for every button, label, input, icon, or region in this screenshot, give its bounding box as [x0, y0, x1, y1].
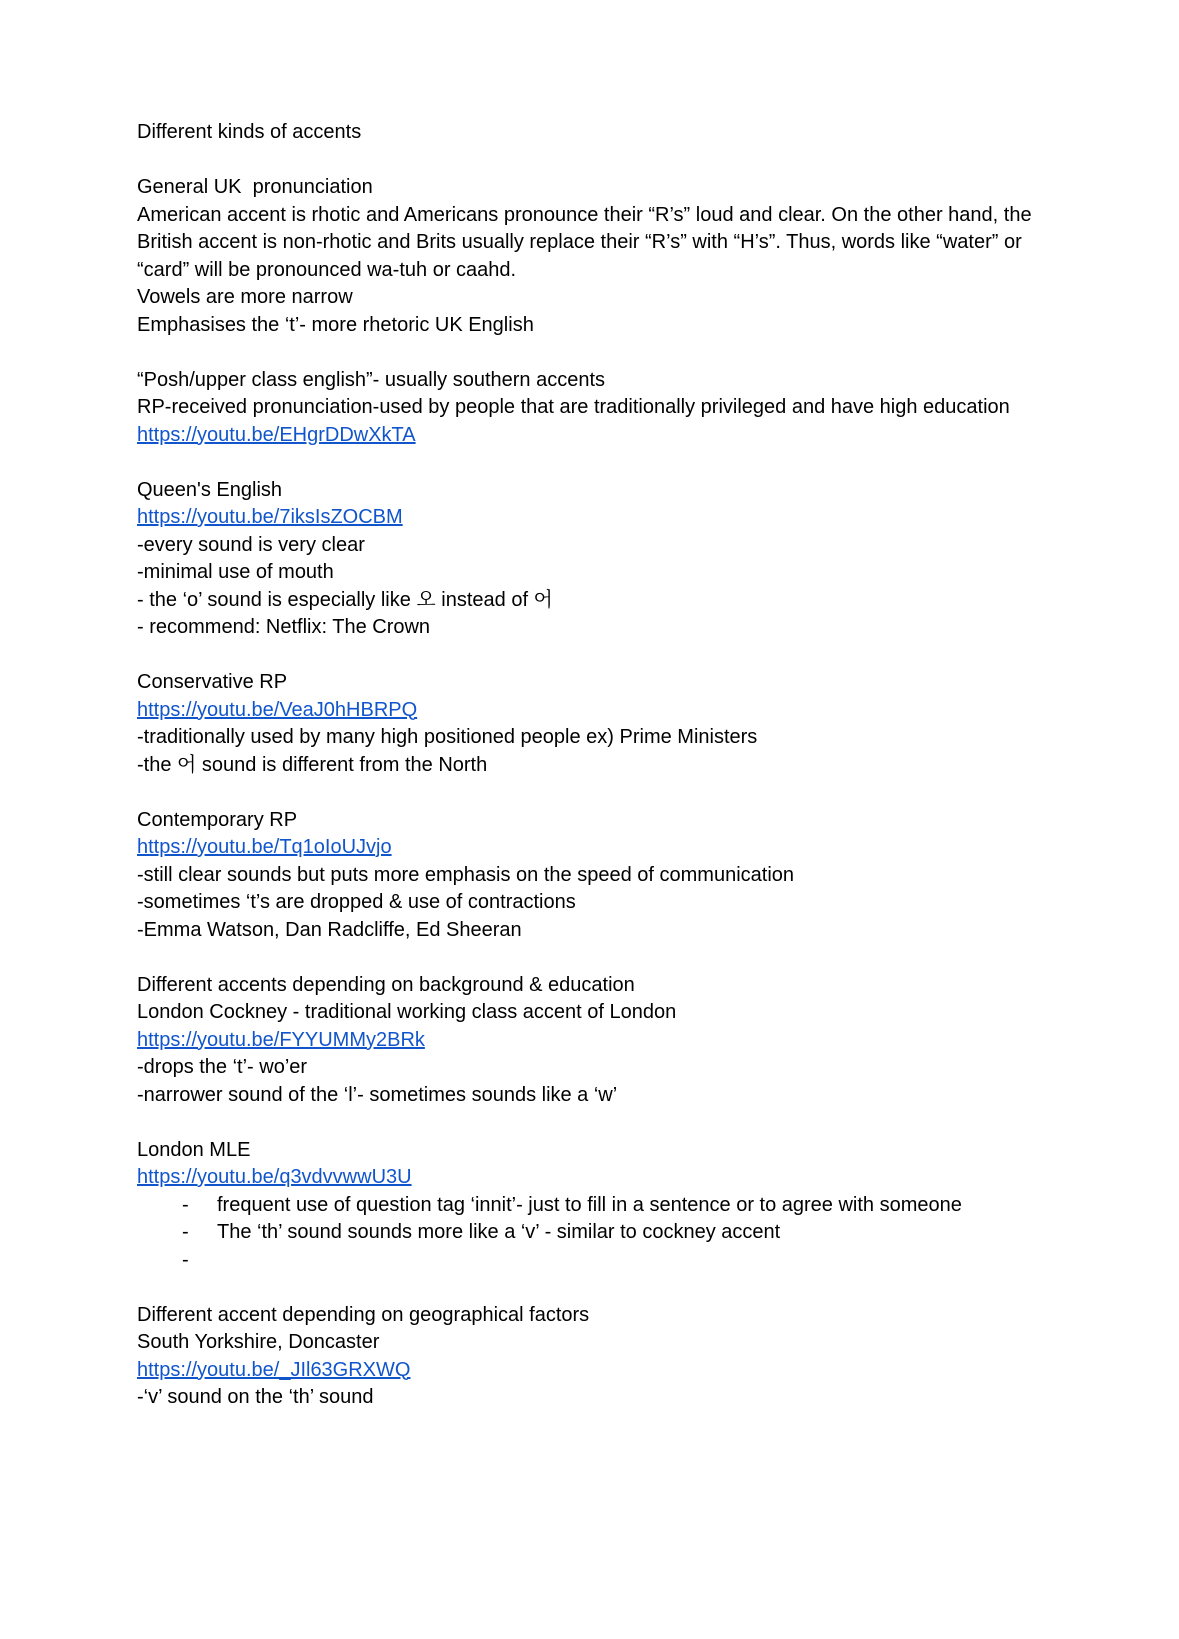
text-line: -‘v’ sound on the ‘th’ sound: [137, 1386, 374, 1408]
blank-line: [137, 1109, 1042, 1137]
blank-line: [137, 147, 1042, 175]
text-line: -Emma Watson, Dan Radcliffe, Ed Sheeran: [137, 918, 522, 941]
bullet-item: [137, 1192, 1042, 1220]
youtube-link[interactable]: https://youtu.be/7iksIsZOCBM: [137, 506, 403, 528]
text-line: -every sound is very clear: [137, 533, 365, 556]
text-line: London MLE: [137, 1138, 251, 1161]
youtube-link[interactable]: https://youtu.be/EHgrDDwXkTA: [137, 423, 416, 446]
text-line: RP-received pronunciation-used by people that are traditionally privileged and have high education: [137, 396, 1010, 418]
text-line: Conservative RP: [137, 671, 288, 693]
bullet-item: [137, 1247, 1042, 1275]
text-line: -narrower sound of the ‘l’- sometimes sounds like a ‘w’: [137, 1083, 618, 1106]
text-line: London Cockney - traditional working class accent of London: [137, 1001, 677, 1023]
text-line: General UK pronunciation: [137, 176, 373, 198]
text-line: -traditionally used by many high positioned people ex) Prime Ministers: [137, 726, 758, 748]
blank-line: [137, 339, 1042, 367]
text-line: Vowels are more narrow: [137, 286, 353, 308]
bullet-text: frequent use of question tag ‘innit’- just to fill in a sentence or to agree with someone: [217, 1193, 962, 1216]
link-line: [137, 422, 1042, 450]
bullet-dash-marker: -: [182, 1221, 189, 1243]
text-line: -minimal use of mouth: [137, 561, 334, 583]
text-line: -the 어 sound is different from the North: [137, 753, 488, 776]
bullet-text: [217, 1247, 1042, 1275]
text-line: American accent is rhotic and Americans pronounce their “R’s” loud and clear. On the other hand, the British accent is non-rhotic and Brits usually replace their “R’s” with “H’s”. Thus, words like “water” or “card” will be pronounced wa-tuh or caahd.: [137, 203, 1038, 281]
link-line: [137, 1357, 1042, 1385]
link-line: [137, 1027, 1042, 1055]
link-line: [137, 697, 1042, 725]
link-line: [137, 1164, 1042, 1192]
bullet-dash-marker: -: [182, 1248, 189, 1271]
text-line: -sometimes ‘t’s are dropped & use of contractions: [137, 891, 576, 913]
blank-line: [137, 1274, 1042, 1302]
text-line: Different accents depending on background & education: [137, 973, 635, 996]
text-line: -still clear sounds but puts more emphasis on the speed of communication: [137, 863, 795, 886]
youtube-link[interactable]: https://youtu.be/FYYUMMy2BRk: [137, 1028, 425, 1051]
youtube-link[interactable]: https://youtu.be/_JIl63GRXWQ: [137, 1358, 411, 1381]
youtube-link[interactable]: https://youtu.be/q3vdvvwwU3U: [137, 1166, 412, 1188]
youtube-link[interactable]: https://youtu.be/VeaJ0hHBRPQ: [137, 698, 418, 721]
youtube-link[interactable]: https://youtu.be/Tq1oIoUJvjo: [137, 836, 392, 858]
text-line: Different accent depending on geographical factors: [137, 1303, 590, 1326]
text-line: Queen's English: [137, 478, 283, 501]
text-line: - the ‘o’ sound is especially like 오 instead of 어: [137, 588, 553, 611]
text-line: -drops the ‘t’- wo’er: [137, 1056, 308, 1078]
text-line: - recommend: Netflix: The Crown: [137, 616, 431, 638]
text-line: Contemporary RP: [137, 808, 298, 831]
text-line: “Posh/upper class english”- usually southern accents: [137, 368, 606, 391]
link-line: [137, 834, 1042, 862]
bullet-text: The ‘th’ sound sounds more like a ‘v’ - similar to cockney accent: [217, 1221, 781, 1243]
blank-line: [137, 779, 1042, 807]
bullet-dash-marker: -: [182, 1193, 189, 1216]
link-line: [137, 504, 1042, 532]
text-line: Emphasises the ‘t’- more rhetoric UK English: [137, 313, 534, 336]
text-line: Different kinds of accents: [137, 121, 362, 143]
blank-line: [137, 642, 1042, 670]
bullet-item: [137, 1219, 1042, 1247]
blank-line: [137, 449, 1042, 477]
blank-line: [137, 944, 1042, 972]
text-line: South Yorkshire, Doncaster: [137, 1331, 380, 1353]
document-content: [137, 119, 1042, 1412]
